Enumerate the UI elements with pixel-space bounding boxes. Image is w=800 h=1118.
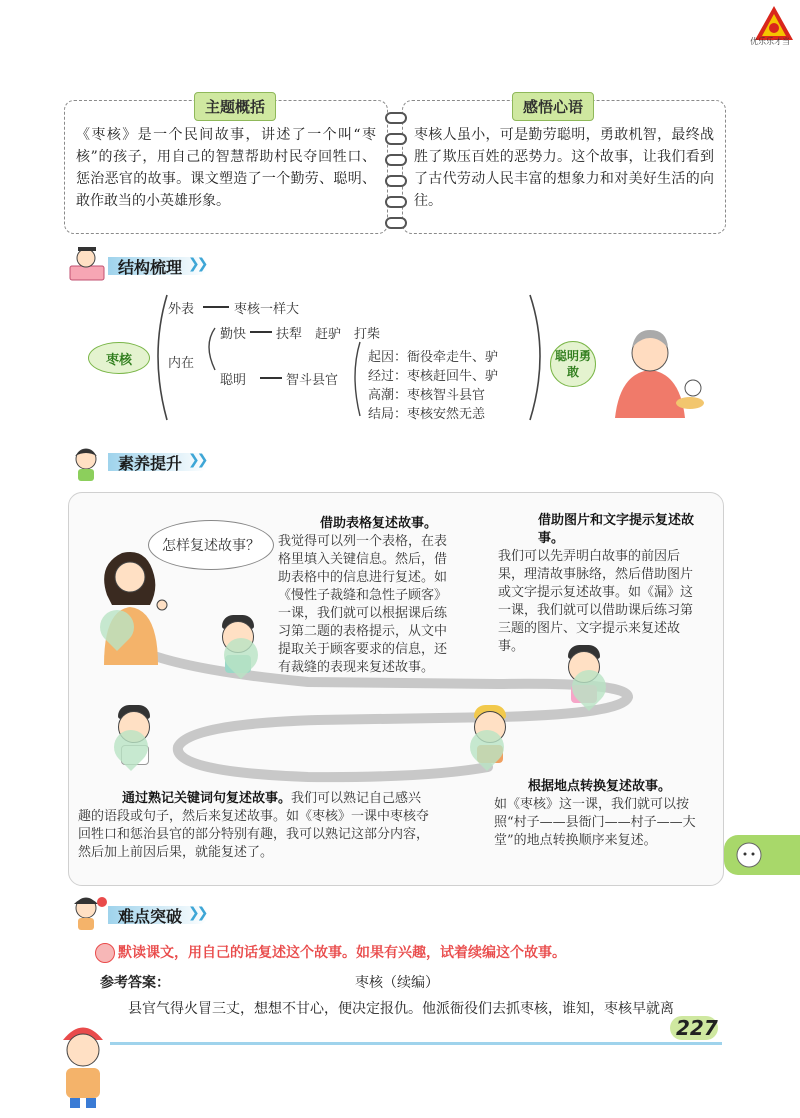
keyword-text: 我们可以熟记自己感兴趣的语段或句子，然后来复述故事。如《枣核》一课中枣核夺回牲口和惩治县官的部分特别有趣，我可以熟记这部分内容，然后加上前因后果，就能复述了。 [78,791,430,860]
difficulty-arrows-icon: ❯❯ [188,905,206,921]
theme-title: 主题概括 [194,92,276,121]
question-marker-icon [95,943,115,963]
cause-text: 起因：衙役牵走牛、驴 [368,350,499,365]
process-text: 经过：枣核赶回牛、驴 [368,369,499,384]
outer-value: 枣核一样大 [234,302,300,317]
table-text: 我觉得可以列一个表格，在表格里填入关键信息。然后，借助表格中的信息进行复述。如《慢性子裁缝和急性子顾客》一课，我们就可以根据课后练习第二题的表格提示，从文中提取关于顾客要求的信息，还有裁缝的表现来复述故事。 [278,534,448,675]
picture-text: 我们可以先弄明白故事的前因后果，理清故事脉络，然后借助图片或文字提示复述故事。如《漏》这一课，我们就可以借助课后练习第三题的图片、文字提示来复述故事。 [498,549,694,654]
structure-arrows-icon: ❯❯ [188,256,206,272]
question-bubble: 怎样复述故事？ [148,520,274,570]
page-number: 227 [676,1016,718,1040]
structure-brackets [145,290,565,430]
table-block [278,515,458,677]
location-text: 如《枣核》这一课，我们就可以按照“村子——县衙门——村子——大堂”的地点转换顺序来复述。 [494,797,696,848]
answer-title: 枣核（续编） [355,975,439,991]
location-heading: 根据地点转换复述故事。 [528,779,672,794]
structure-title: 结构梳理 [118,258,183,277]
literacy-title: 素养提升 [118,454,183,473]
mascot-illustration [48,1010,118,1110]
boy-flower-icon [66,892,110,932]
inner-label: 内在 [168,356,195,371]
ending-text: 结局：枣核安然无恙 [368,407,486,422]
keyword-block [78,790,432,862]
smart-item: 智斗县官 [286,373,339,388]
reading-kid-icon [66,244,110,284]
theme-text: 《枣核》是一个民间故事，讲述了一个叫“枣核”的孩子，用自己的智慧帮助村民夺回牲口、惩治恶官的故事。课文塑造了一个勤劳、聪明、敢作敢当的小英雄形象。 [76,127,376,209]
climax-text: 高潮：枣核智斗县官 [368,388,486,403]
answer-text: 县官气得火冒三丈，想想不甘心，便决定报仇。他派衙役们去抓枣核，谁知，枣核早就离 [128,1001,674,1017]
center-oval: 枣核 [88,342,150,374]
result-oval: 聪明勇敢 [550,341,596,387]
diligent-label: 勤快 [220,327,247,342]
bottom-rule [110,1042,722,1045]
difficulty-title: 难点突破 [118,907,183,926]
logo-text: 优乐乐才当 [750,37,790,46]
keyword-heading: 通过熟记关键词句复述故事。 [122,791,292,806]
smart-dash [260,377,282,379]
diligent-dash [250,331,272,333]
literacy-arrows-icon: ❯❯ [188,452,206,468]
grandma-illustration [605,318,715,418]
teacher-illustration [92,545,172,665]
insight-text: 枣核人虽小，可是勤劳聪明，勇敢机智，最终战胜了欺压百姓的恶势力。这个故事，让我们看到了古代劳动人民丰富的想象力和对美好生活的向往。 [414,127,714,209]
binding-rings [385,112,407,229]
outer-dash [203,306,229,308]
sheep-icon [734,840,764,870]
picture-block [498,512,704,656]
smart-label: 聪明 [220,373,247,388]
outer-label: 外表 [168,302,195,317]
picture-heading: 借助图片和文字提示复述故事。 [538,513,695,546]
table-heading: 借助表格复述故事。 [320,516,438,531]
insight-title: 感悟心语 [512,92,594,121]
difficulty-question: 默读课文，用自己的话复述这个故事。如果有兴趣，试着续编这个故事。 [118,945,566,961]
girl-icon [66,442,106,482]
diligent-items: 扶犁 赶驴 打柴 [276,327,381,342]
location-block [494,778,706,850]
answer-label: 参考答案： [100,975,170,991]
